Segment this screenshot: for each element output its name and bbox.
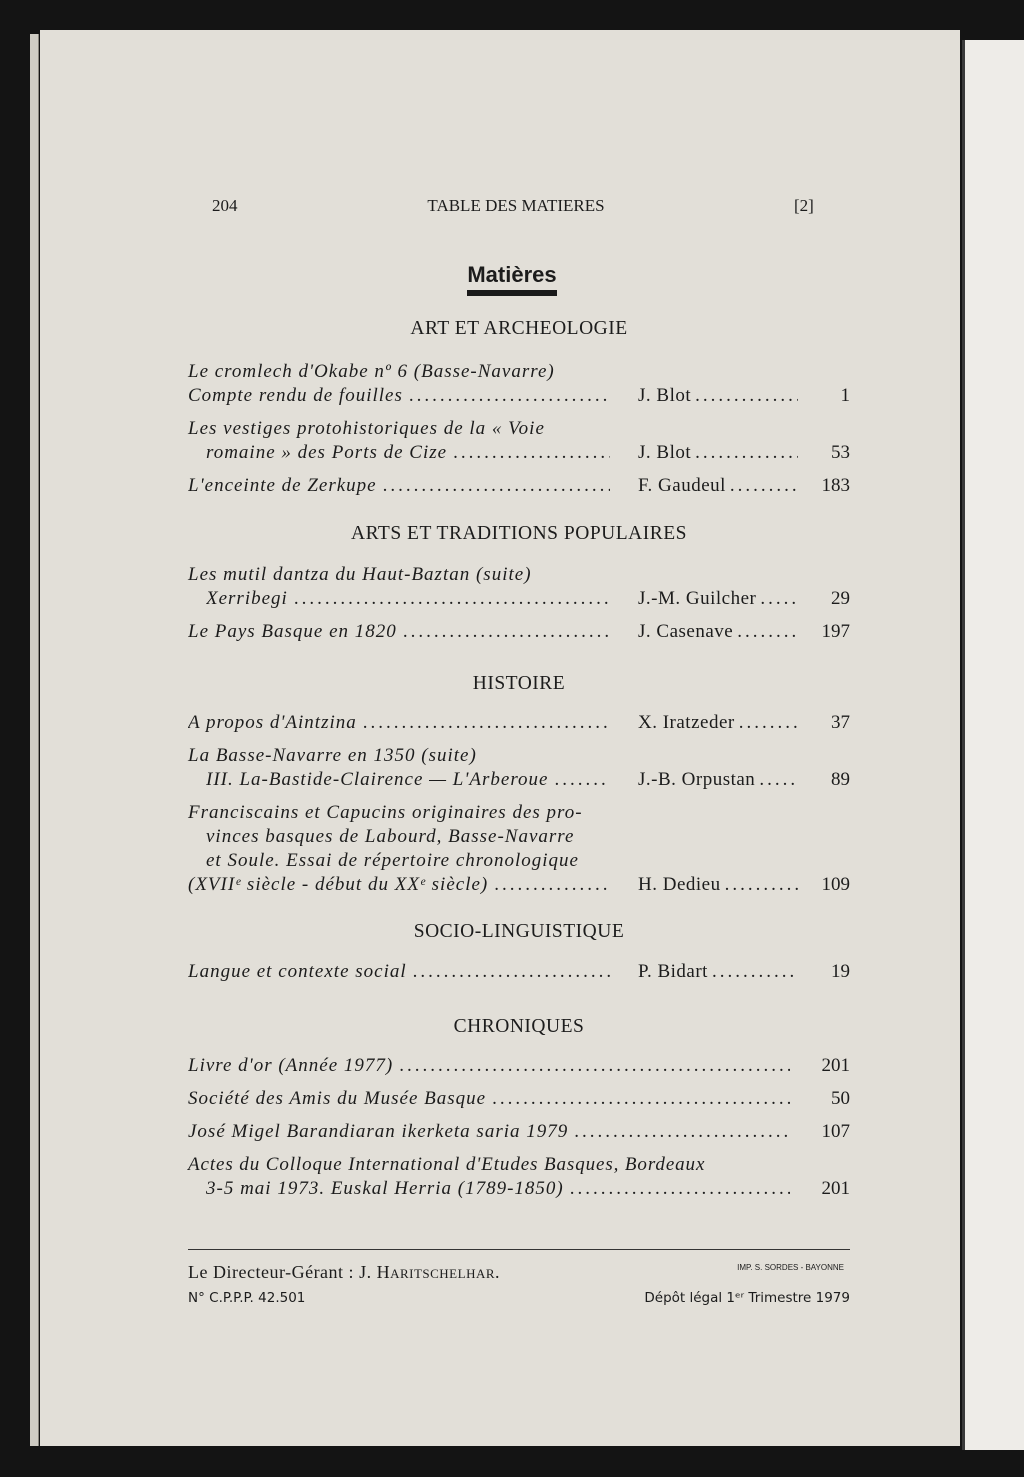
author: J. Blot [638, 442, 692, 463]
dot-leader [397, 620, 610, 644]
toc-entry [188, 620, 850, 644]
running-title: TABLE DES MATIERES [427, 196, 605, 215]
facing-page [962, 40, 1024, 1450]
entry-line: Franciscains et Capucins originaires des pro- [188, 802, 583, 823]
dot-leader [726, 474, 798, 498]
entry-line: A propos d'Aintzina ..... X. Iratzeder ..... 37 [188, 711, 850, 735]
entry-line: Langue et contexte social ..... P. Bidart ..... 19 [188, 960, 850, 984]
toc-entry [188, 1087, 850, 1111]
page-ref: 201 [821, 1055, 850, 1076]
dot-leader [721, 873, 798, 897]
dot-leader [708, 960, 798, 984]
legal-deposit: Dépôt légal 1ᵉʳ Trimestre 1979 [644, 1290, 850, 1306]
dot-leader [447, 441, 610, 465]
section-entries [188, 563, 850, 653]
author: J. Blot [638, 385, 692, 406]
entry-line: Société des Amis du Musée Basque ..... 50 [188, 1087, 850, 1111]
author: P. Bidart [638, 961, 708, 982]
page-ref: 1 [840, 385, 850, 406]
entry-line: Compte rendu de fouilles ..... J. Blot ..... 1 [188, 384, 850, 408]
printer: IMP. S. SORDES - BAYONNE [737, 1263, 844, 1272]
dot-leader [488, 873, 610, 897]
footer-divider [188, 1249, 850, 1250]
entry-line: III. La-Bastide-Clairence — L'Arberoue ..... J.-B. Orpustan ..... 89 [188, 768, 850, 792]
author: F. Gaudeul [638, 475, 726, 496]
page-title: Matières [0, 262, 1024, 296]
entry-line: Xerribegi ..... J.-M. Guilcher ..... 29 [188, 587, 850, 611]
toc-entry [188, 711, 850, 735]
entry-line: José Migel Barandiaran ikerketa saria 1979 ..... 107 [188, 1120, 850, 1144]
dot-leader [288, 587, 610, 611]
page-ref: 19 [831, 961, 850, 982]
author: H. Dedieu [638, 874, 721, 895]
dot-leader [357, 711, 610, 735]
section-entries [188, 360, 850, 507]
director-line: Le Directeur-Gérant : J. Haritschelhar. [188, 1262, 501, 1282]
section-heading: ARTS ET TRADITIONS POPULAIRES [350, 523, 687, 544]
section-heading: SOCIO-LINGUISTIQUE [413, 921, 625, 942]
dot-leader [733, 620, 798, 644]
toc-entry [188, 960, 850, 984]
dot-leader [756, 587, 798, 611]
entry-line: vinces basques de Labourd, Basse-Navarre [206, 826, 575, 847]
section-heading: CHRONIQUES [453, 1016, 585, 1037]
entry-line: Actes du Colloque International d'Etudes Basques, Bordeaux [188, 1154, 706, 1175]
dot-leader [486, 1087, 790, 1111]
section-heading: HISTOIRE [472, 673, 566, 694]
page-ref: 37 [831, 712, 850, 733]
page-number: 204 [212, 196, 238, 215]
page-ref: 183 [821, 475, 850, 496]
section-entries [188, 960, 850, 993]
entry-line: Le cromlech d'Okabe nº 6 (Basse-Navarre) [188, 361, 555, 382]
dot-leader [403, 384, 610, 408]
page-ref: 109 [821, 874, 850, 895]
page-ref: 201 [821, 1178, 850, 1199]
dot-leader [735, 711, 798, 735]
toc-entry [188, 474, 850, 498]
dot-leader [691, 441, 798, 465]
entry-line: romaine » des Ports de Cize ..... J. Blot ..... 53 [188, 441, 850, 465]
bracket-number: [2] [794, 196, 814, 215]
dot-leader [549, 768, 611, 792]
toc-entry [188, 1153, 850, 1201]
page-ref: 53 [831, 442, 850, 463]
entry-line: (XVIIᵉ siècle - début du XXᵉ siècle) ..... H. Dedieu ..... 109 [188, 873, 850, 897]
entry-line: Les mutil dantza du Haut-Baztan (suite) [188, 564, 532, 585]
toc-entry [188, 417, 850, 465]
page-edges [30, 34, 39, 1446]
author: X. Iratzeder [638, 712, 735, 733]
section-entries [188, 711, 850, 906]
toc-entry [188, 563, 850, 611]
entry-line: Les vestiges protohistoriques de la « Voie [188, 418, 545, 439]
entry-line: L'enceinte de Zerkupe ..... F. Gaudeul ..... 183 [188, 474, 850, 498]
page-ref: 107 [821, 1121, 850, 1142]
page-ref: 29 [831, 588, 850, 609]
page-ref: 89 [831, 769, 850, 790]
author: J.-M. Guilcher [638, 588, 757, 609]
dot-leader [393, 1054, 790, 1078]
toc-entry [188, 1054, 850, 1078]
page-ref: 50 [831, 1088, 850, 1109]
entry-line: 3-5 mai 1973. Euskal Herria (1789-1850) ..... 201 [188, 1177, 850, 1201]
toc-entry [188, 801, 850, 897]
dot-leader [564, 1177, 790, 1201]
dot-leader [691, 384, 798, 408]
cppp-number: N° C.P.P.P. 42.501 [188, 1290, 306, 1306]
section-entries [188, 1054, 850, 1210]
entry-line: Le Pays Basque en 1820 ..... J. Casenave ..... 197 [188, 620, 850, 644]
entry-line: La Basse-Navarre en 1350 (suite) [188, 745, 477, 766]
toc-entry [188, 360, 850, 408]
entry-line: Livre d'or (Année 1977) ..... 201 [188, 1054, 850, 1078]
section-heading: ART ET ARCHEOLOGIE [410, 318, 628, 339]
dot-leader [755, 768, 798, 792]
author: J.-B. Orpustan [638, 769, 756, 790]
dot-leader [407, 960, 610, 984]
toc-entry [188, 744, 850, 792]
author: J. Casenave [638, 621, 734, 642]
dot-leader [568, 1120, 790, 1144]
toc-entry [188, 1120, 850, 1144]
entry-line: et Soule. Essai de répertoire chronologique [206, 850, 579, 871]
page-ref: 197 [821, 621, 850, 642]
dot-leader [377, 474, 610, 498]
